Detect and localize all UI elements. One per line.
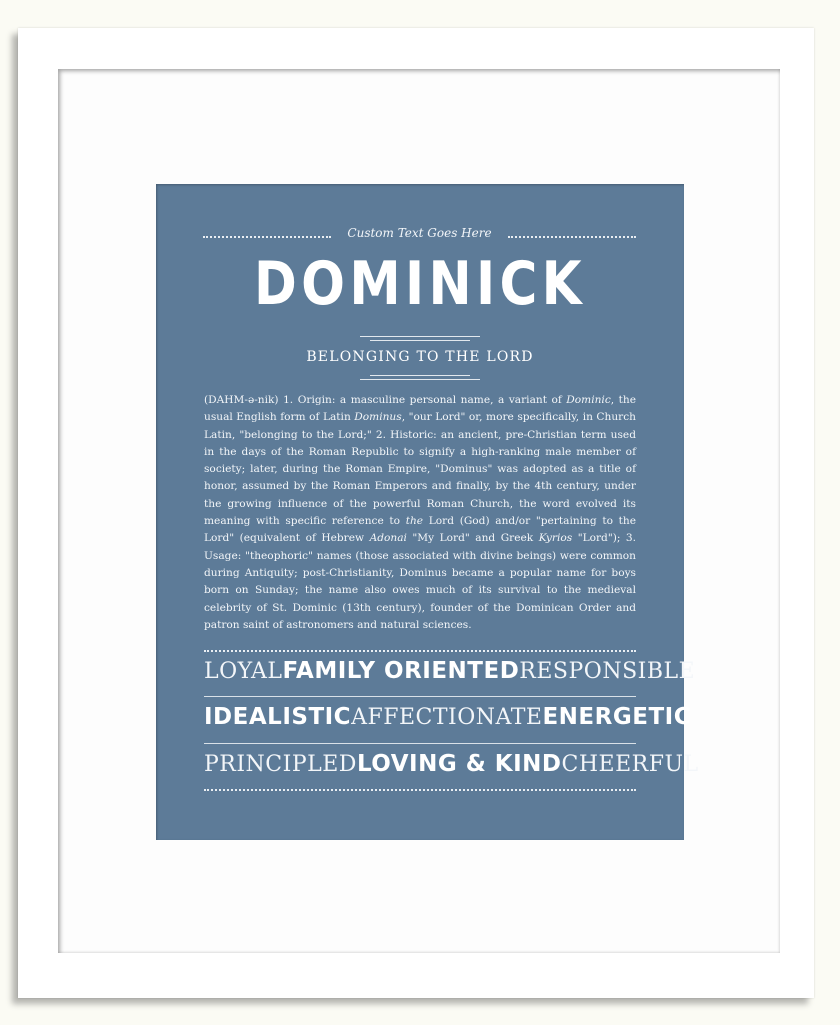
dotted-divider — [204, 789, 636, 791]
custom-text-row — [203, 226, 636, 246]
trait: CHEERFUL — [561, 752, 699, 777]
trait: IDEALISTIC — [204, 704, 352, 730]
trait: FAMILY ORIENTED — [282, 658, 520, 684]
trait: PRINCIPLED — [204, 752, 357, 777]
trait: ENERGETIC — [542, 704, 692, 730]
traits-row — [204, 658, 696, 692]
name-title: DOMINICK — [254, 249, 586, 319]
divider-rule — [360, 379, 480, 380]
divider-rule — [370, 375, 470, 376]
dotted-divider-right — [508, 236, 636, 238]
frame-mat — [58, 69, 780, 953]
custom-text: Custom Text Goes Here — [347, 226, 492, 240]
trait: LOYAL — [204, 659, 283, 684]
divider-rule — [370, 340, 470, 341]
trait: RESPONSIBLE — [519, 659, 696, 684]
name-definition: (DAHM-ə-nik) 1. Origin: a masculine personal name, a variant of Dominic, the usual English form of Latin Dominus, "our Lord" or, more specifically, in Church Latin, "belonging to the Lord;" 2. Historic: an ancient, pre-Christian term used in the days of the Roman Republic to signify a high-ranking male member of society; later, during the Roman Empire, "Dominus" was adopted as a title of honor, assumed by the Roman Emperors and finally, by the 4th century, under the growing influence of the powerful Roman Church, the word evolved its meaning with specific reference to the Lord (God) and/or "pertaining to the Lord" (equivalent of Hebrew Adonai "My Lord" and Greek Kyrios "Lord"); 3. Usage: "theophoric" names (those associated with divine beings) were common during Antiquity; post-Christianity, Dominus became a popular name for boys born on Sunday; the name also owes much of its survival to the medieval celebrity of St. Dominic (13th century), founder of the Dominican Order and patron saint of astronomers and natural sciences. — [204, 394, 637, 631]
trait: AFFECTIONATE — [351, 705, 543, 730]
traits-row — [204, 751, 699, 785]
divider-line — [204, 743, 636, 744]
name-meaning: BELONGING TO THE LORD — [306, 349, 534, 365]
divider-rule — [360, 336, 480, 337]
divider-line — [204, 696, 636, 697]
traits-row — [204, 704, 692, 738]
name-meaning-print — [156, 184, 699, 840]
picture-frame — [18, 28, 814, 998]
trait: LOVING & KIND — [356, 751, 562, 777]
dotted-divider — [204, 650, 636, 652]
